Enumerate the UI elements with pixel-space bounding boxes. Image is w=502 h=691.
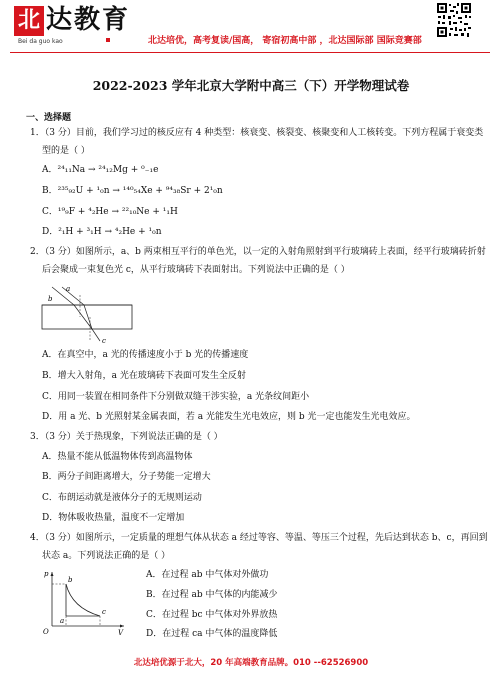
- question-3-option-d: D．物体吸收热量，温度不一定增加: [42, 513, 185, 523]
- question-4-option-d: D．在过程 ca 中气体的温度降低: [146, 629, 278, 639]
- question-2-option-a: A．在真空中，a 光的传播速度小于 b 光的传播速度: [42, 350, 249, 360]
- question-3-option-c: C．布朗运动就是液体分子的无规则运动: [42, 493, 202, 503]
- question-1-option-b: B．²³⁵₉₂U + ¹₀n → ¹⁴⁰₅₄Xe + ⁹⁴₃₈Sr + 2¹₀n: [42, 186, 223, 196]
- logo-pinyin: Bei da guo kao: [18, 38, 63, 45]
- question-4-stem: 4．（3 分）如图所示，一定质量的理想气体从状态 a 经过等容、等温、等压三个过程，先后达到状态 b、c，再回到: [30, 533, 488, 543]
- question-1-stem: 1．（3 分）目前，我们学习过的核反应有 4 种类型：核衰变、核裂变、核聚变和人工核转变。下列方程属于衰变类: [30, 128, 484, 138]
- qr-code-icon: [436, 2, 472, 38]
- question-4-option-c: C．在过程 bc 中气体对外界放热: [146, 610, 278, 620]
- label-b: b: [68, 576, 73, 584]
- ray-b: [52, 287, 74, 305]
- header-slogan: 北达培优，高考复读/国高， 寄宿初高中部 ，北达国际部 国际竞赛部: [148, 36, 422, 46]
- question-1-option-d: D．²₁H + ³₁H → ⁴₂He + ¹₀n: [42, 227, 162, 237]
- question-3-option-a: A．热量不能从低温物体传到高温物体: [42, 452, 193, 462]
- label-c: c: [102, 608, 106, 616]
- question-2-stem-cont: 后会聚成一束复色光 c，从平行玻璃砖下表面射出。下列说法中正确的是（ ）: [42, 265, 350, 275]
- question-2-option-d: D．用 a 光、b 光照射某金属表面，若 a 光能发生光电效应，则 b 光一定也能发生光电效应。: [42, 412, 416, 422]
- question-2-option-b: B．增大入射角，a 光在玻璃砖下表面可发生全反射: [42, 371, 246, 381]
- label-b: b: [48, 295, 53, 303]
- glass-slab: [42, 305, 132, 329]
- label-v: V: [118, 629, 124, 636]
- section-heading: 一、选择题: [26, 113, 72, 123]
- page-footer: 北达培优源于北大，20 年高端教育品牌。010 --62526900: [133, 658, 369, 668]
- page-header: [0, 0, 502, 62]
- label-c: c: [102, 337, 106, 345]
- question-1-stem-cont: 型的是（ ）: [42, 146, 90, 156]
- ray-c: [92, 329, 100, 341]
- question-1-option-a: A．²⁴₁₁Na → ²⁴₁₂Mg + ⁰₋₁e: [42, 165, 159, 175]
- question-1-option-c: C．¹⁹₉F + ⁴₂He → ²²₁₀Ne + ¹₁H: [42, 207, 178, 217]
- glass-slab-figure: [36, 283, 136, 345]
- label-p: p: [44, 570, 49, 578]
- question-4-stem-cont: 状态 a。下列说法正确的是（ ）: [42, 551, 171, 561]
- question-2-option-c: C．用同一装置在相同条件下分别做双缝干涉实验，a 光条纹间距小: [42, 392, 310, 402]
- label-o: O: [43, 628, 49, 636]
- process-bc: [66, 584, 100, 616]
- question-3-option-b: B．两分子间距离增大，分子势能一定增大: [42, 472, 211, 482]
- logo-square-icon: [106, 38, 110, 42]
- question-4-option-b: B．在过程 ab 中气体的内能减少: [146, 590, 278, 600]
- label-a: a: [60, 617, 65, 625]
- pv-diagram-figure: [40, 568, 126, 636]
- logo-mark: 北: [14, 6, 44, 36]
- question-2-stem: 2．（3 分）如图所示，a、b 两束相互平行的单色光，以一定的入射角照射到平行玻璃砖上表面，经平行玻璃砖折射: [30, 247, 486, 257]
- header-divider: [10, 52, 490, 53]
- label-a: a: [66, 285, 71, 293]
- logo-name: 达教育: [46, 5, 131, 35]
- question-4-option-a: A．在过程 ab 中气体对外做功: [146, 570, 269, 580]
- page-title: 2022-2023 学年北京大学附中高三（下）开学物理试卷: [92, 78, 410, 93]
- question-3-stem: 3．（3 分）关于热现象，下列说法正确的是（ ）: [30, 432, 223, 442]
